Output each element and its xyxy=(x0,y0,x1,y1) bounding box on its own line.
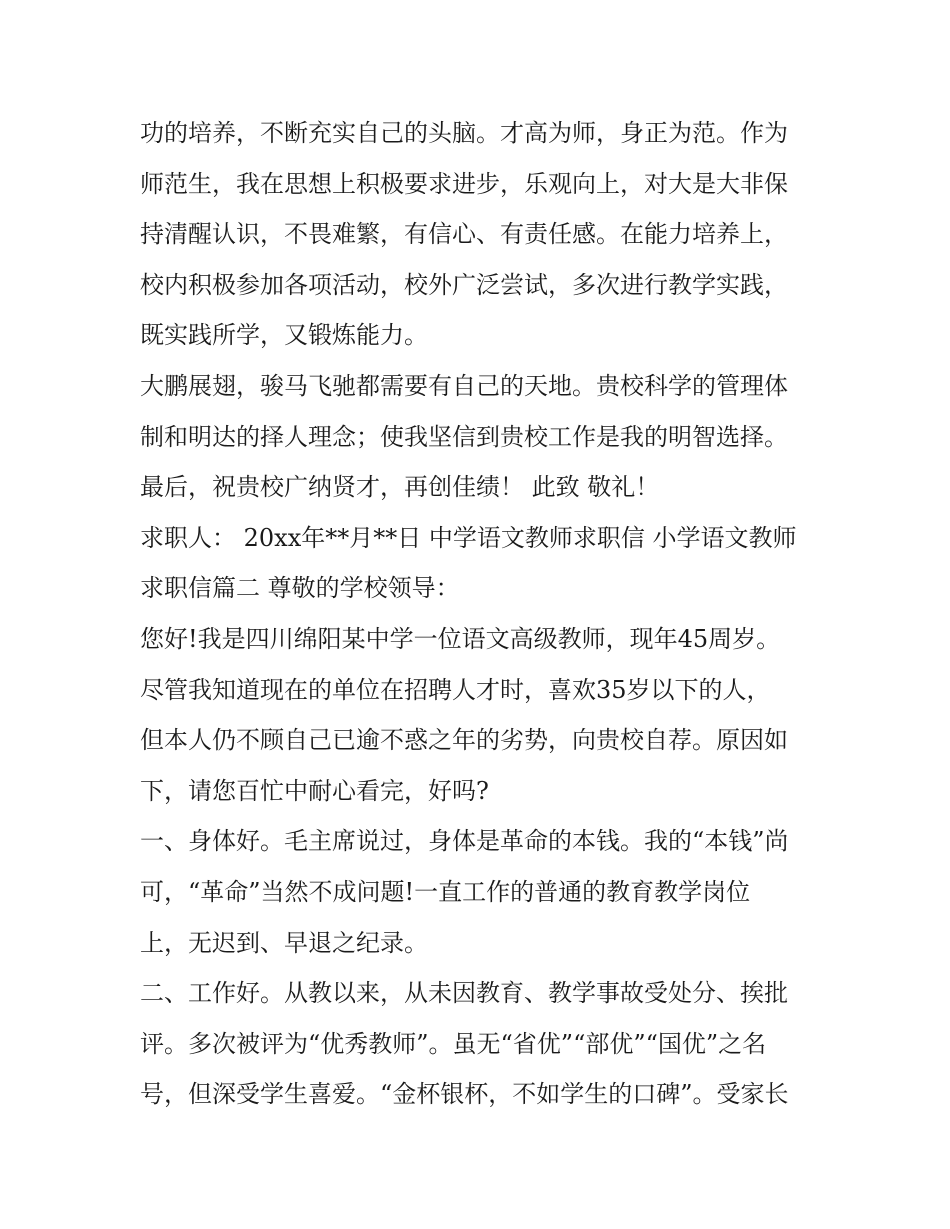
document-body xyxy=(140,108,830,1120)
text-line: 制和明达的择人理念；使我坚信到贵校工作是我的明智选择。 xyxy=(140,422,788,451)
text-line: 评。多次被评为“优秀教师”。虽无“省优”“部优”“国优”之名 xyxy=(140,1029,767,1058)
text-line: 师范生，我在思想上积极要求进步，乐观向上，对大是大非保 xyxy=(140,169,788,198)
text-line: 既实践所学，又锻炼能力。 xyxy=(140,321,428,350)
text-line: 大鹏展翅，骏马飞驰都需要有自己的天地。贵校科学的管理体 xyxy=(140,371,788,400)
text-line: 下，请您百忙中耐心看完，好吗? xyxy=(140,776,489,805)
text-line: 最后，祝贵校广纳贤才，再创佳绩！ 此致 敬礼！ xyxy=(140,473,660,502)
text-line: 号，但深受学生喜爱。“金杯银杯，不如学生的口碑”。受家长 xyxy=(140,1080,789,1109)
text-line: 尽管我知道现在的单位在招聘人才时，喜欢35岁以下的人， xyxy=(140,675,771,704)
text-line: 求职人： 20xx年**月**日 中学语文教师求职信 小学语文教师 xyxy=(140,523,797,552)
text-line: 您好!我是四川绵阳某中学一位语文高级教师，现年45周岁。 xyxy=(140,624,781,653)
text-line: 功的培养，不断充实自己的头脑。才高为师，身正为范。作为 xyxy=(140,119,788,147)
text-line: 二、工作好。从教以来，从未因教育、教学事故受处分、挨批 xyxy=(140,979,788,1008)
text-line: 一、身体好。毛主席说过，身体是革命的本钱。我的“本钱”尚 xyxy=(140,827,789,856)
text-line: 但本人仍不顾自己已逾不惑之年的劣势，向贵校自荐。原因如 xyxy=(140,726,788,755)
text-line: 求职信篇二 尊敬的学校领导： xyxy=(140,574,460,603)
text-line: 上，无迟到、早退之纪录。 xyxy=(140,928,428,957)
text-line: 校内积极参加各项活动，校外广泛尝试，多次进行教学实践， xyxy=(140,270,788,299)
text-line: 可，“革命”当然不成问题!一直工作的普通的教育教学岗位 xyxy=(140,877,751,906)
text-line: 持清醒认识，不畏难繁，有信心、有责任感。在能力培养上， xyxy=(140,220,788,249)
